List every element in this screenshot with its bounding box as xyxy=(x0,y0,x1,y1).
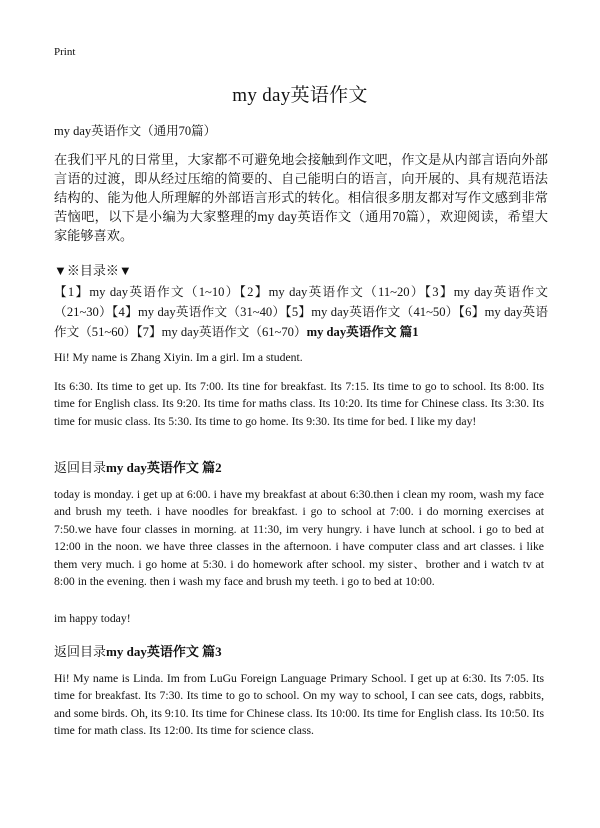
toc-link-5[interactable]: 【5】my day英语作文（41~50） xyxy=(285,305,459,319)
article2-paragraph-2: im happy today! xyxy=(54,612,131,625)
toc-link-2[interactable]: 【2】my day英语作文（11~20） xyxy=(239,285,425,299)
intro-paragraph: 在我们平凡的日常里，大家都不可避免地会接触到作文吧，作文是从内部言语向外部言语的过渡，即从经过压缩的简要的、自己能明白的语言，向开展的、具有规范语法结构的、能为他人所理解的外部语言形式的转化。相信很多朋友都对写作文感到非常苦恼吧，以下是小编为大家整理的my day英语作文（通用70篇），欢迎阅读，希望大家能够喜欢。 xyxy=(54,152,548,243)
back-to-toc-link[interactable]: 返回目录 xyxy=(54,460,107,475)
print-label[interactable]: Print xyxy=(54,46,76,58)
article2-header xyxy=(54,457,222,476)
toc-link-1[interactable]: 【1】my day英语作文（1~10） xyxy=(54,285,240,299)
back-to-toc-link[interactable]: 返回目录 xyxy=(54,644,107,659)
page-title: my day英语作文 xyxy=(232,85,368,106)
article2-paragraph-1: today is monday. i get up at 6:00. i have my breakfast at about 6:30.then i clean my room, wash my face and brush my teeth. i have noodles for breakfast. i go to school at 7:00. i do morning exercises at 7:50.we have four classes in morning. at 11:30, im very hungry. i have lunch at school. i go to bed at 12:00 in the noon. we have three classes in the afternoon. i have computer class and art classes. i like them very much. i go home at 5:30. i do homework after school. my sister、brother and i watch tv at 8:00 in the evening. then i wash my face and brush my teeth. i go to bed at 10:00. xyxy=(54,488,544,589)
article2-heading: my day英语作文 篇2 xyxy=(106,460,222,475)
toc-link-4[interactable]: 【4】my day英语作文（31~40） xyxy=(111,305,286,319)
toc-link-7[interactable]: 【7】my day英语作文（61~70） xyxy=(136,325,307,339)
toc-heading: ▼※目录※▼ xyxy=(54,263,132,278)
table-of-contents xyxy=(54,282,548,342)
article1-paragraph-2: Its 6:30. Its time to get up. Its 7:00. Its tine for breakfast. Its 7:15. Its time to go to school. Its 8:00. Its time for English class. Its 9:20. Its time for maths class. Its 10:20. Its time for Chinese class. Its 3:30. Its time for music class. Its 5:30. Its time to go home. Its 9:30. Its time for bed. I like my day! xyxy=(54,380,544,428)
article3-heading: my day英语作文 篇3 xyxy=(106,644,222,659)
subtitle: my day英语作文（通用70篇） xyxy=(54,124,217,138)
article3-paragraph-1: Hi! My name is Linda. Im from LuGu Foreign Language Primary School. I get up at 6:30. Its 7:05. Its time for breakfast. Its 7:30. Its time to go to school. On my way to school, I can see cats, dogs, rabbits, and some birds. Oh, its 9:10. Its time for Chinese class. Its 10:00. Its time for English class. Its 10:50. Its time for math class. Its 12:00. Its time for science class. xyxy=(54,672,544,738)
article1-paragraph-1: Hi! My name is Zhang Xiyin. Im a girl. Im a student. xyxy=(54,351,303,364)
article1-heading: my day英语作文 篇1 xyxy=(306,325,419,339)
toc-link-3[interactable]: 【3】my day英语作文（21~30） xyxy=(54,285,548,319)
article3-header xyxy=(54,641,222,660)
toc-link-6[interactable]: 【6】my day英语作文（51~60） xyxy=(54,305,548,339)
